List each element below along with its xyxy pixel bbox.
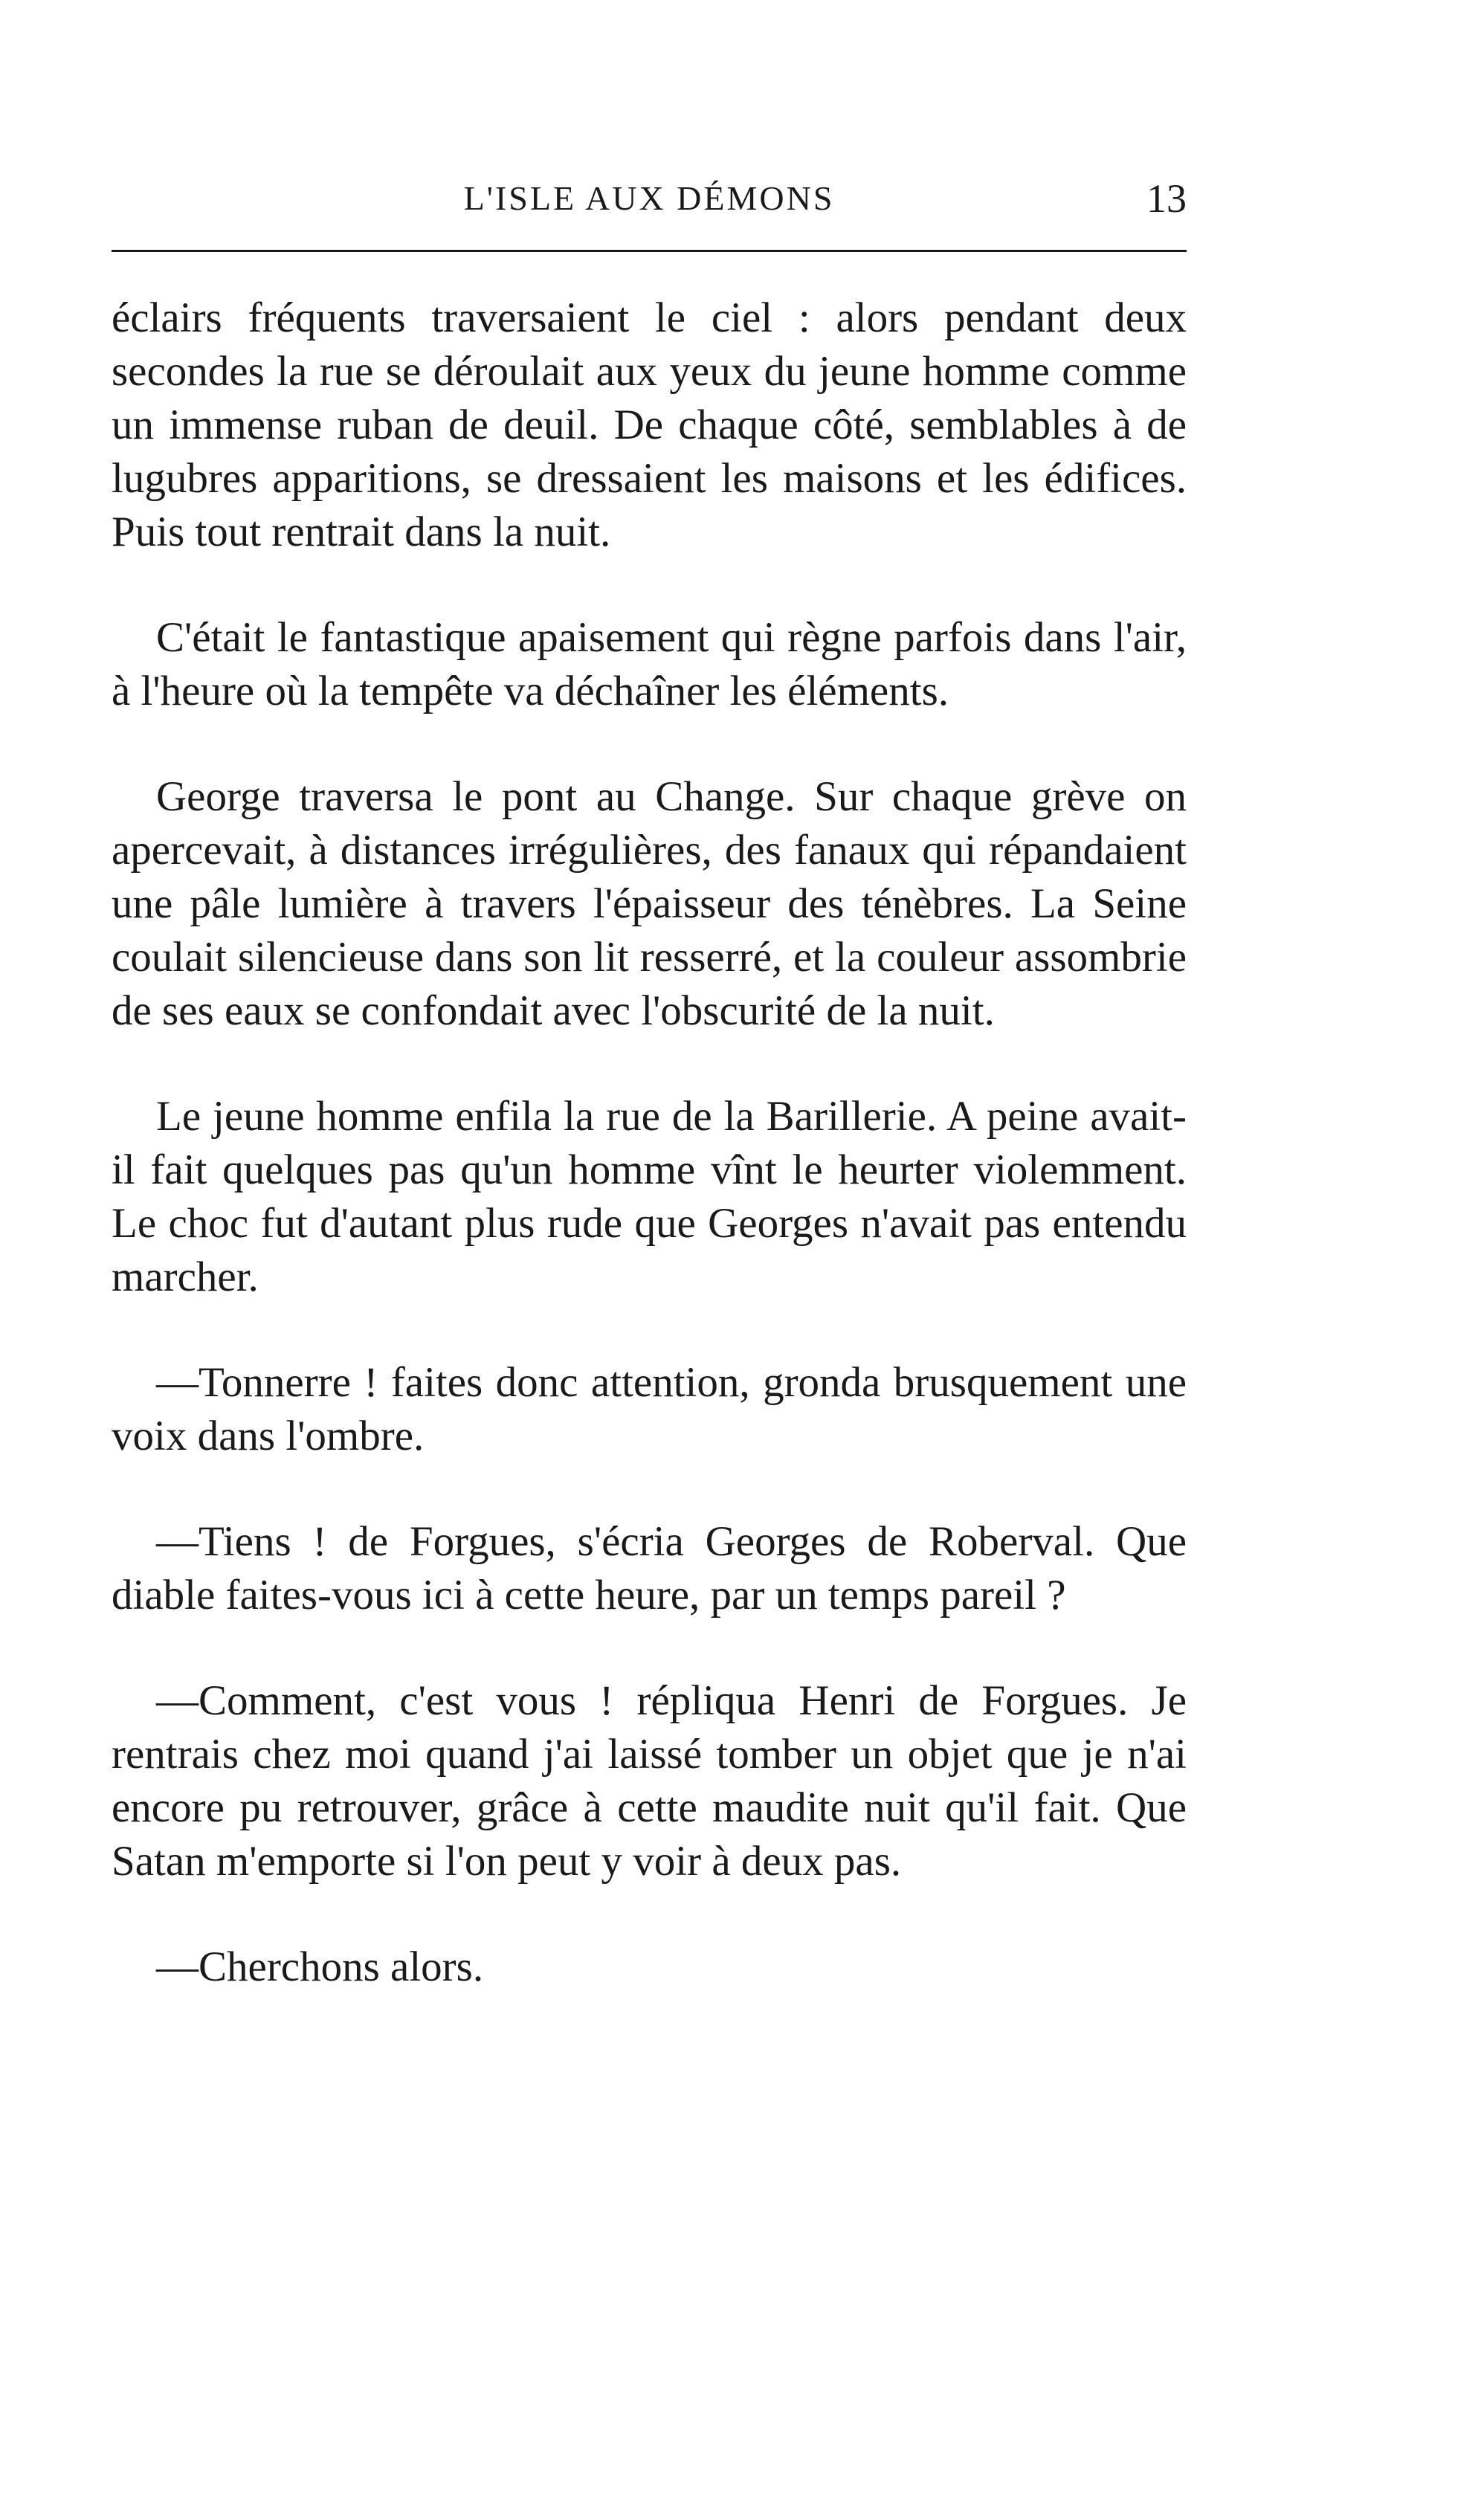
header-rule: [112, 250, 1187, 252]
paragraph: Le jeune homme enfila la rue de la Barillerie. A peine avait-il fait quelques pas qu'un homme vînt le heurter violemment. Le choc fut d'autant plus rude que Georges n'avait pas entendu marcher.: [112, 1093, 1187, 1300]
paragraph: —Tiens ! de Forgues, s'écria Georges de Roberval. Que diable faites-vous ici à cette heure, par un temps pareil ?: [112, 1518, 1187, 1619]
paragraph: C'était le fantastique apaisement qui règne parfois dans l'air, à l'heure où la tempête va déchaîner les éléments.: [112, 614, 1187, 714]
paragraph: —Comment, c'est vous ! répliqua Henri de Forgues. Je rentrais chez moi quand j'ai laissé tomber un objet que je n'ai encore pu retrouver, grâce à cette maudite nuit qu'il fait. Que Satan m'emporte si l'on peut y voir à deux pas.: [112, 1677, 1187, 1885]
page-header: [112, 172, 1187, 225]
body-text: [112, 291, 1187, 1994]
paragraph: George traversa le pont au Change. Sur chaque grève on apercevait, à distances irrégulières, des fanaux qui répandaient une pâle lumière à travers l'épaisseur des ténèbres. La Seine coulait silencieuse dans son lit resserré, et la couleur assombrie de ses eaux se confondait avec l'obscurité de la nuit.: [112, 773, 1187, 1034]
running-title: L'ISLE AUX DÉMONS: [463, 179, 835, 217]
paragraph: éclairs fréquents traversaient le ciel : alors pendant deux secondes la rue se déroulait aux yeux du jeune homme comme un immense ruban de deuil. De chaque côté, semblables à de lugubres apparitions, se dressaient les maisons et les édifices. Puis tout rentrait dans la nuit.: [112, 294, 1187, 555]
page-number: 13: [1146, 176, 1187, 221]
paragraph: —Tonnerre ! faites donc attention, gronda brusquement une voix dans l'ombre.: [112, 1359, 1187, 1459]
paragraph: —Cherchons alors.: [156, 1943, 484, 1990]
